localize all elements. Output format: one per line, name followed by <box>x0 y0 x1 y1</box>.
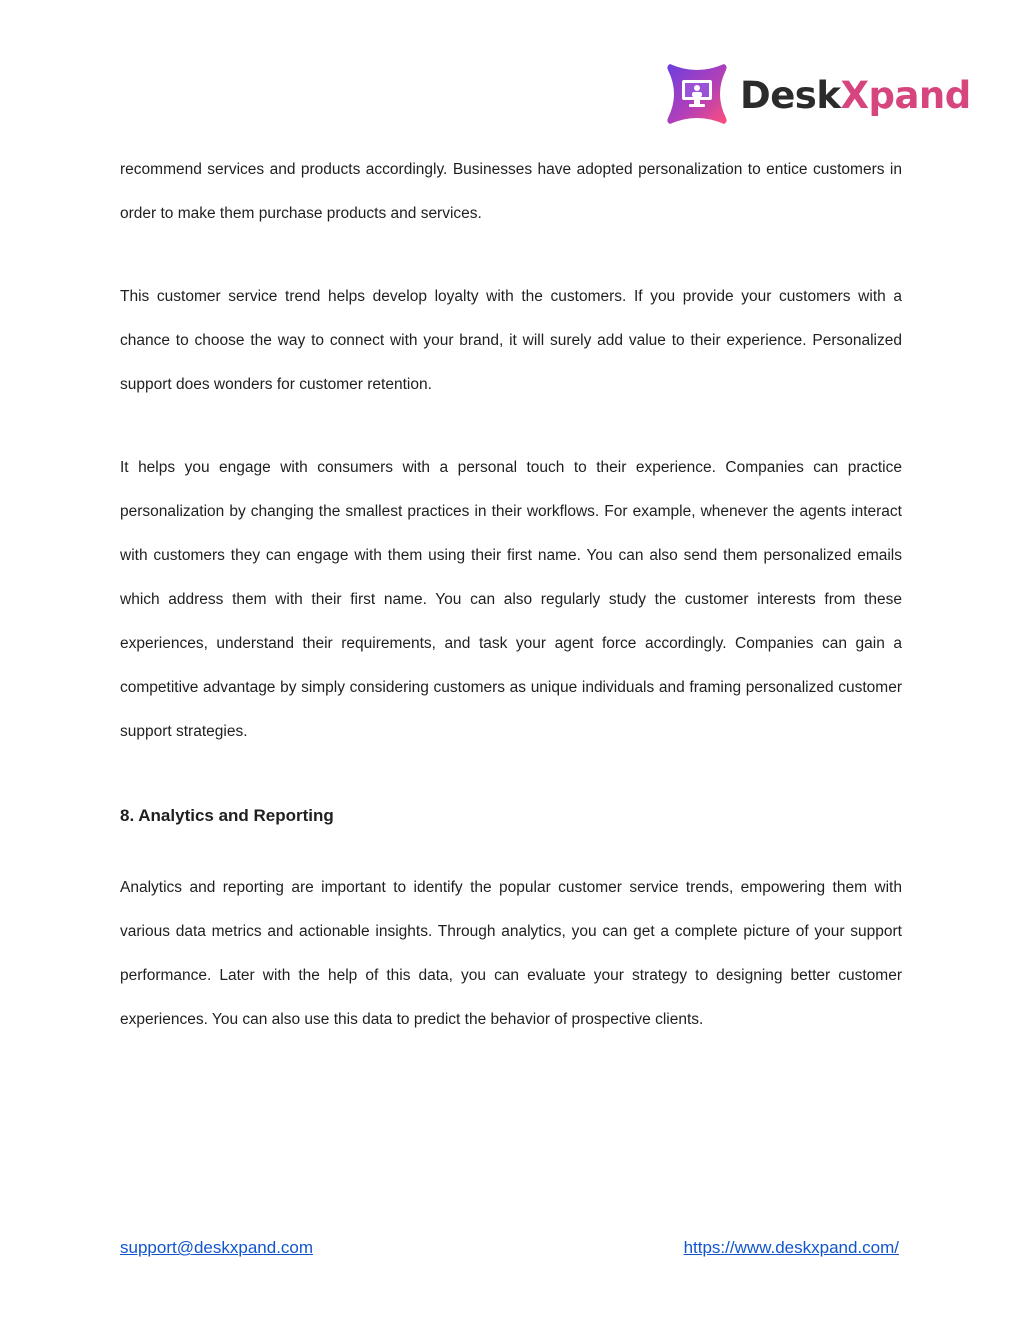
brand-logo <box>664 60 971 130</box>
paragraph-personal-touch: It helps you engage with consumers with a personal touch to their experience. Companies can practice personalization by changing the smallest practices in their workflows. For example, whenever the agents interact with customers they can engage with them using their first name. You can also send them personalized emails which address them with their first name. You can also regularly study the customer interests from these experiences, understand their requirements, and task your agent force accordingly. Companies can gain a competitive advantage by simply considering customers as unique individuals and framing personalized customer support strategies. <box>120 459 902 740</box>
document-body <box>120 148 902 1042</box>
website-link[interactable]: https://www.deskxpand.com/ <box>683 1238 899 1257</box>
section-heading: 8. Analytics and Reporting <box>120 806 334 825</box>
brand-wordmark <box>740 74 971 117</box>
paragraph-personalization-intro: recommend services and products accordingly. Businesses have adopted personalization to entice customers in order to make them purchase products and services. <box>120 161 902 222</box>
paragraph-analytics: Analytics and reporting are important to identify the popular customer service trends, empowering them with various data metrics and actionable insights. Through analytics, you can get a complete picture of your support performance. Later with the help of this data, you can evaluate your strategy to designing better customer experiences. You can also use this data to predict the behavior of prospective clients. <box>120 879 902 1028</box>
brand-name-xpand: Xpand <box>840 74 971 117</box>
brand-name-desk: Desk <box>740 74 841 117</box>
paragraph-loyalty: This customer service trend helps develop loyalty with the customers. If you provide your customers with a chance to choose the way to connect with your brand, it will surely add value to their experience. Personalized support does wonders for customer retention. <box>120 288 902 393</box>
support-email-link[interactable]: support@deskxpand.com <box>120 1238 314 1257</box>
desktop-monitor-icon <box>664 60 730 128</box>
